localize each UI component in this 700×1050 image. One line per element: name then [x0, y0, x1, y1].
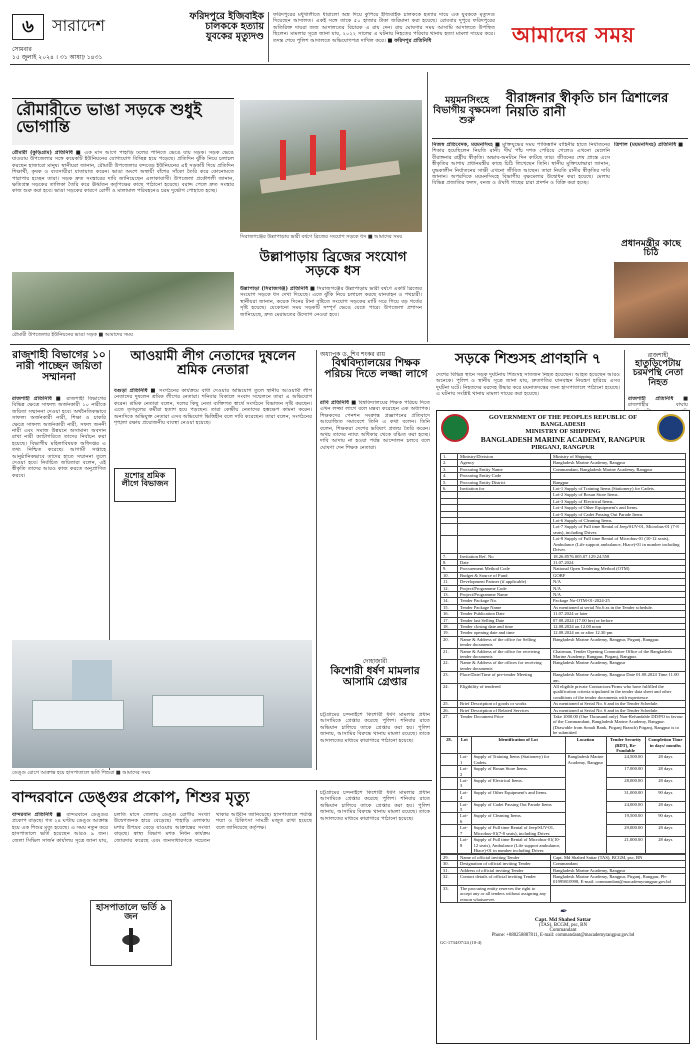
tender-row-label: Date [458, 559, 551, 565]
tender-row-number: 19. [441, 630, 458, 636]
lot-id: Lot-2 [458, 766, 472, 778]
lot-row [441, 778, 686, 790]
tender-row-label: Tender Package No. [458, 598, 551, 604]
dengue-inset-title: হাসপাতালে ভর্তি ৯ জন [96, 903, 166, 923]
tender-row-value: Commandant, Bangladesh Marine Academy, Rangpur [551, 466, 686, 472]
tender-row-label: Name of official inviting Tender [458, 854, 551, 860]
tender-row [441, 714, 686, 737]
lot-description: Supply of Training Items (Stationery) for Cadets. [471, 754, 565, 766]
tender-row-number [441, 524, 458, 536]
tender-row-label: Tender Publication Date [458, 611, 551, 617]
page-number: ৬ [22, 15, 34, 37]
bridge-photo [240, 100, 422, 232]
lot-id: Lot-1 [458, 754, 472, 766]
lot-completion: 28 days [645, 837, 685, 854]
lot-row-spacer [441, 789, 458, 801]
accident-body: দেশের বিভিন্ন স্থানে সড়ক দুর্ঘটনায় শিশুসহ সাতজন নিহত হয়েছেন। আহত হয়েছেন আরও অনেকে। পুলিশ ও স্থানীয় সূত্রে জানা যায়, দ্রুতগতির যানবাহন নিয়ন্ত্রণ হারিয়ে এসব দুর্ঘটনা ঘটে। নিহতদের মরদেহ উদ্ধার করে ময়নাতদন্তের জন্য হাসপাতালে পাঠানো হয়েছে। এ ঘটনায় সংশ্লিষ্ট থানায় মামলা দায়ের করা হয়েছে। [436, 372, 620, 398]
tender-row-value: Bangladesh Marine Academy, Rangpur, Pirganj, Rangpur. [551, 636, 686, 648]
rajshahi-body: রাজশাহী প্রতিনিধি ■ রাজশাহী বিভাগের বিভিন্ন ক্ষেত্রে সাফল্য অর্জনকারী ১০ নারীকে জয়িতা সম্মাননা দেওয়া হবে। অর্থনৈতিকভাবে সাফল্য অর্জনকারী নারী, শিক্ষা ও চাকরি ক্ষেত্রে সাফল্য অর্জনকারী নারী, সফল জননী নারী এবং সমাজ উন্নয়নে অসামান্য অবদান রাখা নারী ক্যাটাগরিতে তাদের নির্বাচন করা হয়েছে। বিভাগীয় মহিলাবিষয়ক অধিদপ্তর এ তথ্য নিশ্চিত করেছে। আগামী সপ্তাহে আনুষ্ঠানিকভাবে তাদের হাতে সম্মাননা তুলে দেওয়া হবে। নির্বাচিত জয়িতারা বলেন, এই স্বীকৃতি তাদের আরও কাজ করতে অনুপ্রাণিত করবে। [12, 396, 106, 479]
birangona-kicker: ময়মনসিংহে বিভাগীয় বৃক্ষমেলা শুরু [433, 95, 501, 126]
tender-row-label: Project/Programme Name [458, 591, 551, 597]
lot-completion: 90 days [645, 789, 685, 801]
lots-row-number: 28. [441, 737, 458, 754]
tender-row [441, 701, 686, 707]
tender-row-value: Bangladesh Marine Academy, Rangpur [551, 660, 686, 672]
tender-row-value: National Open Tendering Method (OTM) [551, 566, 686, 572]
tender-row-label: Name & Address of the offices for receiving tender documents [458, 660, 551, 672]
university-kicker: অধ্যাপক ড. শিব শংকর রায় [320, 351, 386, 358]
tender-row-number: 12. [441, 585, 458, 591]
tender-row [441, 636, 686, 648]
tender-row-value: 12.08.2024 on or after 12.30 pm [551, 630, 686, 636]
letter-label: প্রধানমন্ত্রীর কাছে চিঠি [621, 239, 681, 259]
tender-row-label: Name & Address of the office for Selling tender documents [458, 636, 551, 648]
awami-body: বগুড়া প্রতিনিধি ■ সংগঠনের কার্যক্রমে বাধা দেওয়ার অভিযোগ তুলে স্থানীয় আওয়ামী লীগ নেতাদের দুষলেন শ্রমিক লীগের নেতারা। শনিবার বিকালে সংবাদ সম্মেলনে তারা এ অভিযোগ করেন। শ্রমিক নেতারা বলেন, দলের কিছু নেতা ব্যক্তিগত স্বার্থে সংগঠনে বিভাজন সৃষ্টি করছেন। এতে তৃণমূলের কর্মীরা হতাশ হয়ে পড়ছেন। তারা কেন্দ্রীয় নেতাদের হস্তক্ষেপ কামনা করেন। অন্যদিকে অভিযুক্ত নেতারা এসব অভিযোগ ভিত্তিহীন বলে দাবি করেছেন। তারা বলেন, সংগঠনের শৃঙ্খলা রক্ষায় প্রয়োজনীয় ব্যবস্থা নেওয়া হয়েছে। [114, 388, 312, 427]
date-day: সোমবার [12, 46, 32, 53]
tender-row-label: Brief Description of Related Services [458, 707, 551, 713]
tender-row-label: Budget & Source of Fund [458, 572, 551, 578]
tender-ministry: MINISTRY OF SHIPPING [525, 428, 601, 435]
roumari-headline: রৌমারীতে ভাঙা সড়কে শুধুই ভোগান্তি [16, 100, 202, 136]
tender-row-number: 33. [441, 885, 458, 902]
tender-row-value: Bangladesh Marine Academy, Rangpur, Pirganj, Rangpur, Ph-01999810998, E-mail: commandant@macademyrangpur.gov.bd [551, 874, 686, 886]
tender-row-label: Ministry/Division [458, 454, 551, 460]
tender-row-value: As mentioned at Serial No. 6 and in the Tender Schedule. [551, 701, 686, 707]
tender-row-value: All eligible private Contractors/Firms who have fulfilled the qualification criteria stipulated in the tender data sheet and other conditions of the tender documents with experience [551, 684, 686, 701]
tender-row-value: Lot-4 Supply of Other Equipment's and Items. [551, 505, 686, 511]
tender-row-label: Tender opening date and time [458, 630, 551, 636]
dengue-headline: বান্দরবানে ডেঙ্গুর প্রকোপ, শিশুর মৃত্যু [12, 788, 250, 806]
tender-row-number: 15. [441, 604, 458, 610]
tender-row-number: 25. [441, 701, 458, 707]
lot-security: 24,000.00 [606, 801, 645, 813]
hatudi-body: রাজশাহী প্রতিনিধি ■ রাজশাহীর বাঘায় [628, 396, 688, 409]
tender-row-value [551, 885, 686, 902]
university-headline: বিশ্ববিদ্যালয়ের শিক্ষক পরিচয় দিতে লজ্জা লাগে [324, 357, 428, 381]
lot-row-spacer [441, 778, 458, 790]
tender-row-value: Ministry of Shipping [551, 454, 686, 460]
tender-row-number: 23. [441, 672, 458, 684]
tender-lots-table [440, 736, 686, 854]
roumari-photo [12, 272, 234, 330]
bridge-photo-caption: সিরাজগঞ্জের উল্লাপাড়ায় ভারী বর্ষণে ব্রিজের সংযোগ সড়কে ধস ■ আমাদের সময় [240, 234, 403, 240]
hatudi-headline: হাতুড়িপেটায় চরমপন্থি নেতা নিহত [632, 359, 684, 388]
tender-row-value: Capt. Md Shahed Sattar (TAS), BCGM, psc, BN [551, 854, 686, 860]
birangona-byline-right: ত্রিশাল (ময়মনসিংহ) প্রতিনিধি ■ [614, 142, 683, 148]
lot-description: Supply of Electrical Items. [471, 778, 565, 790]
tender-row-number: 24. [441, 684, 458, 701]
tender-row-value: Lot-7 Supply of Full time Rental of Jeep/SUV-01, Microbus-01 (7-8 seats), including Driver. [551, 524, 686, 536]
tender-row-label: Project/Programme Code [458, 585, 551, 591]
tender-footer-row [441, 885, 686, 902]
tender-row [441, 660, 686, 672]
tender-row-label: Procuring Entity Name [458, 466, 551, 472]
tender-row-number: 26. [441, 707, 458, 713]
lot-completion: 28 days [645, 801, 685, 813]
tender-row-value: 18.26.8576.005.07.129.24.558 [551, 553, 686, 559]
tender-row-label: Procuring Entity Code [458, 473, 551, 479]
tender-row [441, 648, 686, 660]
tender-row [441, 536, 686, 553]
page-number-box [12, 14, 44, 40]
tender-row-value: GOBF [551, 572, 686, 578]
rajshahi-headline: রাজশাহী বিভাগের ১০ নারী পাচ্ছেন জয়িতা সম্মাননা [12, 349, 106, 384]
tender-row-value: Commandant [551, 861, 686, 867]
dengue-body: বান্দরবান প্রতিনিধি ■ বান্দরবানে ডেঙ্গুর প্রকোপ বাড়ছে। গত ২৪ ঘণ্টায় ডেঙ্গু আক্রান্ত হয়ে এক শিশুর মৃত্যু হয়েছে। এ সময় নতুন করে হাসপাতালে ভর্তি হয়েছেন আরও ৯ জন। জেলা সিভিল সার্জন কার্যালয় সূত্রে জানা যায়, চলতি মাসে জেলায় ডেঙ্গু রোগীর সংখ্যা উদ্বেগজনক হারে বেড়েছে। পাহাড়ি এলাকায় মশার উপদ্রব বেড়ে যাওয়ায় আক্রান্তের সংখ্যা বাড়ছে। স্বাস্থ্য বিভাগ মশক নিধন কার্যক্রম জোরদার করেছে এবং জনসাধারণকে সচেতন থাকার আহ্বান জানিয়েছে। হাসপাতালে পর্যাপ্ত শয্যা ও চিকিৎসা সামগ্রী মজুত রাখা হয়েছে বলে জানিয়েছে কর্তৃপক্ষ। [12, 812, 312, 844]
lot-id: Lot-8 [458, 837, 472, 854]
roumari-body: রৌমারী (কুড়িগ্রাম) প্রতিনিধি ■ এক মাস আগে পাহাড়ি ঢলের পানিতে ভেঙে যায় সড়ক। সড়ক ভেঙে যাওয়ায় উপজেলার সঙ্গে কয়েকটি ইউনিয়নের যোগাযোগ বিচ্ছিন্ন হয়ে পড়েছে। প্রতিদিন ঝুঁকি নিয়ে চলাচল করছেন হাজারো মানুষ। স্থানীয়রা জানান, রৌমারী উপজেলার বন্দবেড় ইউনিয়নের এই সড়কটি দিয়ে প্রতিদিন শিক্ষার্থী, কৃষক ও ব্যবসায়ীরা যাতায়াত করেন। ভাঙা অংশে অস্থায়ী বাঁশের সাঁকো তৈরি করে কোনোমতে পারাপার হচ্ছেন তারা। সড়ক দ্রুত সংস্কারের দাবি জানিয়েছেন এলাকাবাসী। উপজেলা প্রকৌশলী জানান, ক্ষতিগ্রস্ত সড়কের তালিকা তৈরি করে ঊর্ধ্বতন কর্তৃপক্ষের কাছে পাঠানো হয়েছে। বরাদ্দ পেলে দ্রুত সংস্কার কাজ শুরু করা হবে। ভাঙা সড়কের কারণে রোগী ও মালামাল পরিবহনেও চরম দুর্ভোগ পোহাতে হচ্ছে। [12, 150, 234, 195]
lots-column-header: Completion Time in days/ months [645, 737, 685, 754]
tender-row-value: 12.08.2024 on 12.00 noon [551, 623, 686, 629]
lot-row [441, 789, 686, 801]
awami-headline: আওয়ামী লীগ নেতাদের দুষলেন শ্রমিক নেতারা [130, 349, 296, 378]
tender-row-value: Rangpur [551, 479, 686, 485]
lot-id: Lot-7 [458, 825, 472, 837]
tender-row-number: 4. [441, 473, 458, 479]
tender-row-label [458, 536, 551, 553]
lot-description: Supply of Full time Rental of Jeep/SUV-01, Microbus-01(7-8 seats), including Driver. [471, 825, 565, 837]
tender-row-label: Invitation Ref. No [458, 553, 551, 559]
lot-description: Supply of Other Equipment's and Items. [471, 789, 565, 801]
tender-row-label: Contact details of official inviting Tender [458, 874, 551, 886]
tender-row-label: Brief Description of goods or works [458, 701, 551, 707]
lot-completion: 28 days [645, 825, 685, 837]
awami-inset: যশোর শ্রমিক লীগে বিভাজন [121, 471, 169, 489]
tender-footer-row [441, 874, 686, 886]
continuation-column: চট্টগ্রামের চন্দনাইশে কিশোরী ধর্ষণ মামলার প্রধান আসামিকে গ্রেপ্তার করেছে পুলিশ। শনিবার রাতে অভিযান চালিয়ে তাকে গ্রেপ্তার করা হয়। পুলিশ জানায়, আসামির বিরুদ্ধে থানায় মামলা রয়েছে। তাকে আদালতের মাধ্যমে কারাগারে পাঠানো হয়েছে। [320, 790, 430, 822]
hatudi-kicker: রাজশাহী [647, 352, 669, 359]
tender-row-value: 11.07.2024 or later [551, 611, 686, 617]
tender-row-label: Name & Address of the office for receiving tender documents [458, 648, 551, 660]
dengue-inset [90, 900, 172, 966]
gc-code: GC-1734/07/24 (10-4) [440, 940, 482, 946]
lot-id: Lot-3 [458, 778, 472, 790]
awami-inset-box [114, 468, 176, 502]
lot-row-spacer [441, 754, 458, 766]
kishori-headline: কিশোরী ধর্ষণ মামলার আসামি গ্রেপ্তার [330, 665, 420, 689]
lot-security: 29,000.00 [606, 825, 645, 837]
tender-row-value: 11.07.2024 [551, 559, 686, 565]
tender-row-number: 11. [441, 579, 458, 585]
lot-completion: 28 days [645, 778, 685, 790]
tender-row-number [441, 536, 458, 553]
tender-footer-table [440, 854, 686, 903]
accident-headline: সড়কে শিশুসহ প্রাণহানি ৭ [454, 351, 602, 367]
tender-row-label: Tender Package Name [458, 604, 551, 610]
tender-row-label: Place/Date/Time of pre-tender Meeting [458, 672, 551, 684]
tender-row-number: 9. [441, 566, 458, 572]
tender-row-number: 20. [441, 636, 458, 648]
lot-id: Lot-6 [458, 813, 472, 825]
tender-row-value: 07.08.2024 (17.00 hrs) or before [551, 617, 686, 623]
lot-description: Supply of Full time Rental of Microbus-01(10-12 seats), Ambulance (Life support ambulance, Hiace)-01 in number including Driver. [471, 837, 565, 854]
lot-row [441, 825, 686, 837]
tender-row-label: Procurement Method Code [458, 566, 551, 572]
tender-row [441, 684, 686, 701]
mosquito-icon [111, 928, 151, 952]
tender-row-number: 31. [441, 867, 458, 873]
tender-row-value: Lot-6 Supply of Cleaning Items. [551, 518, 686, 524]
tender-row-label: Tender last Selling Date [458, 617, 551, 623]
hospital-photo [12, 640, 312, 768]
kishori-body: চট্টগ্রামের চন্দনাইশে কিশোরী ধর্ষণ মামলার প্রধান আসামিকে গ্রেপ্তার করেছে পুলিশ। শনিবার রাতে অভিযান চালিয়ে তাকে গ্রেপ্তার করা হয়। পুলিশ জানায়, আসামির বিরুদ্ধে থানায় মামলা রয়েছে। তাকে আদালতের মাধ্যমে কারাগারে পাঠানো হয়েছে। [320, 712, 430, 744]
lot-row [441, 766, 686, 778]
tender-row-label [458, 524, 551, 536]
tender-row-number: 6. [441, 486, 458, 492]
roumari-headline-box [12, 98, 234, 145]
tender-row-number: 2. [441, 460, 458, 466]
tender-row-value: Bangladesh Marine Academy, Rangpur Date 01.08.2024 Time 11.00 am. [551, 672, 686, 684]
tender-row [441, 672, 686, 684]
lot-security: 28,000.00 [606, 778, 645, 790]
tender-row [441, 486, 686, 492]
tender-row-value: N/A [551, 591, 686, 597]
lots-column-header: Identification of Lot [471, 737, 565, 754]
tender-row-number: 17. [441, 617, 458, 623]
tender-row-label: Designation of official inviting Tender [458, 861, 551, 867]
signature-title: (TAS), BCGM, psc, BN [538, 923, 588, 929]
tender-row-value: As mentioned at Serial No. 6 and in the Tender Schedule. [551, 707, 686, 713]
lot-row [441, 837, 686, 854]
lot-security: 19,500.00 [606, 813, 645, 825]
lot-description: Supply of Cadet Passing Out Parade Items [471, 801, 565, 813]
tender-row-number: 3. [441, 466, 458, 472]
tender-row-label: Invitation for [458, 486, 551, 492]
tender-info-table [440, 453, 686, 737]
tender-row-value: As mentioned at serial No.6 as in the Tender schedule. [551, 604, 686, 610]
birangona-photo [614, 262, 688, 338]
lot-row-spacer [441, 801, 458, 813]
tender-row-number: 10. [441, 572, 458, 578]
lots-column-header: Location [565, 737, 606, 754]
tender-row-label: Tender closing date and time [458, 623, 551, 629]
section-title: সারাদেশ [52, 16, 105, 35]
lot-description: Supply of Bosun Store Items. [471, 766, 565, 778]
tender-row [441, 604, 686, 610]
bridge-headline: উল্লাপাড়ায় ব্রিজের সংযোগ সড়কে ধস [259, 249, 407, 280]
lot-security: 21,000.00 [606, 837, 645, 854]
tender-row-number: 8. [441, 559, 458, 565]
tender-gov-line: GOVERNMENT OF THE PEOPLES REPUBLIC OF BANGLADESH [488, 414, 638, 428]
lots-column-header: Tender Security (BDT), Re-Fundable [606, 737, 645, 754]
lot-security: 24,500.00 [606, 754, 645, 766]
tender-row-number: 14. [441, 598, 458, 604]
tender-academy: BANGLADESH MARINE ACADEMY, RANGPUR [480, 435, 646, 444]
tender-row-number: 18. [441, 623, 458, 629]
lots-column-header: Lot [458, 737, 472, 754]
side-headline: ফরিদপুরে ইজিবাইক চালককে হত্যায় যুবকের মৃত্যুদণ্ড [189, 11, 264, 42]
tender-row-label: Development Partner (if applicable) [458, 579, 551, 585]
birangona-body: নিজস্ব প্রতিবেদক, ময়মনসিংহ ■ মুক্তিযুদ্ধের সময় পাকিস্তানি বাহিনীর হাতে নির্যাতনের শিকার হয়েছিলেন নিয়তি রানী। দীর্ঘ পাঁচ দশক পেরিয়ে গেলেও এখনো মেলেনি বীরাঙ্গনার রাষ্ট্রীয় স্বীকৃতি। অভাব-অনটনে দিন কাটছে তার। জীবনের শেষ প্রান্তে এসে স্বীকৃতির আশায় প্রধানমন্ত্রীর কাছে চিঠি লিখেছেন তিনি। স্থানীয় মুক্তিযোদ্ধারা জানান, যুদ্ধকালীন নির্যাতনের সাক্ষী এখনো জীবিত আছেন। তারা নিয়তি রানীর স্বীকৃতির দাবি জানান। অপরদিকে ময়মনসিংহে বিভাগীয় বৃক্ষমেলার উদ্বোধন করা হয়েছে। মেলায় বিভিন্ন প্রজাতির ফলদ, বনজ ও ঔষধি গাছের চারা প্রদর্শন ও বিক্রি করা হচ্ছে। [432, 142, 610, 187]
tender-row [441, 524, 686, 536]
signature-contact: Phone: +880258887811, E-mail: commandant@macademyrangpur.gov.bd [491, 933, 635, 939]
lot-row-spacer [441, 766, 458, 778]
signature-icon: ✒ [559, 906, 567, 917]
tender-row-value: Lot-5 Supply of Cadet Passing Out Parade Items [551, 511, 686, 517]
lot-completion: 90 days [645, 813, 685, 825]
tender-row-number: 27. [441, 714, 458, 737]
tender-row-label: Tender Document Price [458, 714, 551, 737]
lot-id: Lot-4 [458, 789, 472, 801]
lot-row-spacer [441, 837, 458, 854]
hospital-caption: ডেঙ্গু রোগে আক্রান্ত হয়ে হাসপাতালে ভর্তি শিশুরা ■ আমাদের সময় [12, 770, 151, 776]
tender-row-number: 32. [441, 874, 458, 886]
tender-row-value: N/A [551, 585, 686, 591]
bridge-body: উল্লাপাড়া (সিরাজগঞ্জ) প্রতিনিধি ■ সিরাজগঞ্জের উল্লাপাড়ায় ভারী বর্ষণে একটি ব্রিজের সংযোগ সড়কে ধস দেখা দিয়েছে। এতে ঝুঁকি নিয়ে চলাচল করছে যানবাহন ও পথচারী। স্থানীয়রা জানান, কয়েক দিনের টানা বৃষ্টিতে সংযোগ সড়কের মাটি সরে গিয়ে বড় গর্তের সৃষ্টি হয়েছে। যেকোনো সময় সড়কটি সম্পূর্ণ ভেঙে যেতে পারে। উপজেলা প্রশাসন জানিয়েছে, দ্রুত মেরামতের উদ্যোগ নেওয়া হবে। [240, 286, 422, 318]
marine-academy-logo-icon [657, 414, 685, 442]
tender-row-value: Package No-OTM-01-2024-25 [551, 598, 686, 604]
lot-id: Lot-5 [458, 801, 472, 813]
tender-row-number: 1. [441, 454, 458, 460]
signature-name: Capt. Md Shahed Sattar [534, 917, 592, 924]
lot-completion: 28 days [645, 766, 685, 778]
tender-row-number: 7. [441, 553, 458, 559]
government-emblem-icon [441, 414, 469, 442]
tender-row-value: N/A [551, 579, 686, 585]
tender-row-value: Lot-8 Supply of Full time Rental of Microbus-01 (10-12 seats), Ambulance (Life support ambulance, Hiace)-01 in number including Driver. [551, 536, 686, 553]
tender-row-label: Agency [458, 460, 551, 466]
tender-row-label: The procuring entity reserves the right to accept any or all tenders without assigning any reason whatsoever. [458, 885, 551, 902]
tender-row [441, 707, 686, 713]
lot-row [441, 801, 686, 813]
tender-row-number: 30. [441, 861, 458, 867]
lot-row-spacer [441, 813, 458, 825]
tender-row-label: Procuring Entity District [458, 479, 551, 485]
signature-role: Commandant [549, 928, 577, 934]
tender-row-value: Lot-2 Supply of Bosun Store Items. [551, 492, 686, 498]
tender-row-value: Lot-1 Supply of Training Items (Stationery) for Cadets. [551, 486, 686, 492]
university-body: রাবি প্রতিনিধি ■ বিশ্ববিদ্যালয়ের শিক্ষক পরিচয় দিতে এখন লজ্জা লাগে বলে মন্তব্য করেছেন এক অধ্যাপক। শিক্ষকদের পেনশন সংক্রান্ত প্রজ্ঞাপনের প্রতিবাদে আয়োজিত সমাবেশে তিনি এ কথা বলেন। তিনি বলেন, শিক্ষকরা দেশের ভবিষ্যৎ প্রজন্ম তৈরি করেন। অথচ তাদের ন্যায্য অধিকার থেকে বঞ্চিত করা হচ্ছে। দাবি আদায় না হওয়া পর্যন্ত আন্দোলন চলবে বলে ঘোষণা দেন শিক্ষক নেতারা। [320, 400, 430, 451]
lot-security: 31,000.00 [606, 789, 645, 801]
tender-row-value: Chairman, Tender Opening Committee Office of the Bangladesh Marine Academy, Rangpur, Pirganj, Rangpur. [551, 648, 686, 660]
lot-row [441, 754, 686, 766]
tender-row-number: 29. [441, 854, 458, 860]
tender-row-number: 21. [441, 648, 458, 660]
kishori-kicker: দোহাজারী [362, 658, 388, 665]
lot-location: Bangladesh Marine Academy, Rangpur [565, 754, 606, 854]
tender-row-number: 22. [441, 660, 458, 672]
tender-row-label: Eligibility of tendered [458, 684, 551, 701]
side-story-body: ফরিদপুরের মধুখালীতে ধারালো অস্ত্র দিয়ে কুপিয়ে ইজিবাইক চালককে হত্যার দায়ে এক যুবককে মৃত্যুদণ্ড দিয়েছেন আদালত। একই সঙ্গে তাকে ৫০ হাজার টাকা জরিমানা করা হয়েছে। রোববার দুপুরে ফরিদপুরের অতিরিক্ত দায়রা জজ আদালতের বিচারক এ রায় দেন। রায় ঘোষণার সময় আসামি আদালতে উপস্থিত ছিলেন। মামলার সূত্রে জানা যায়, ২০২২ সালের এ ঘটনায় নিহতের পরিবার থানায় হত্যা মামলা দায়ের করে। তদন্ত শেষে পুলিশ আদালতে অভিযোগপত্র দাখিল করে। ■ ফরিদপুর প্রতিনিধি [273, 12, 495, 44]
tender-row [441, 466, 686, 472]
lot-description: Supply of Cleaning Items. [471, 813, 565, 825]
lot-security: 17,000.00 [606, 766, 645, 778]
lot-row-spacer [441, 825, 458, 837]
tender-row-number: 13. [441, 591, 458, 597]
tender-row-value: Take 1000.00 (One Thousand only) Non-Refundable DD/PO in favour of the Commandant, Bangladesh Marine Academy, Rangpur. (Drawable from Sonali Bank, Pirganj Branch) Pirganj, Rangpur is to be submitted [551, 714, 686, 737]
logo-text: আমাদের সময় [512, 23, 635, 47]
lot-completion: 28 days [645, 754, 685, 766]
lots-header-row [441, 737, 686, 754]
date-full: ১৫ জুলাই ২০২৪ । ৩১ আষাঢ় ১৪৩১ [12, 54, 103, 61]
tender-row-label: Address of official inviting Tender [458, 867, 551, 873]
tender-location: PIRGANJ, RANGPUR [531, 444, 595, 451]
tender-row-value: Bangladesh Marine Academy, Rangpur [551, 867, 686, 873]
masthead-logo [512, 24, 682, 50]
tender-row-value: Bangladesh Marine Academy, Rangpur [551, 460, 686, 466]
tender-row-number: 5. [441, 479, 458, 485]
tender-row-value: Lot-3 Supply of Electrical Items. [551, 498, 686, 504]
lot-row [441, 813, 686, 825]
tender-notice [436, 410, 690, 1044]
birangona-headline: বীরাঙ্গনার স্বীকৃতি চান ত্রিশালের নিয়তি রানী [506, 91, 669, 120]
tender-row-number: 16. [441, 611, 458, 617]
roumari-photo-caption: রৌমারী উপজেলার ইউনিয়নের ভাঙা সড়ক ■ আমাদের সময় [12, 332, 133, 338]
